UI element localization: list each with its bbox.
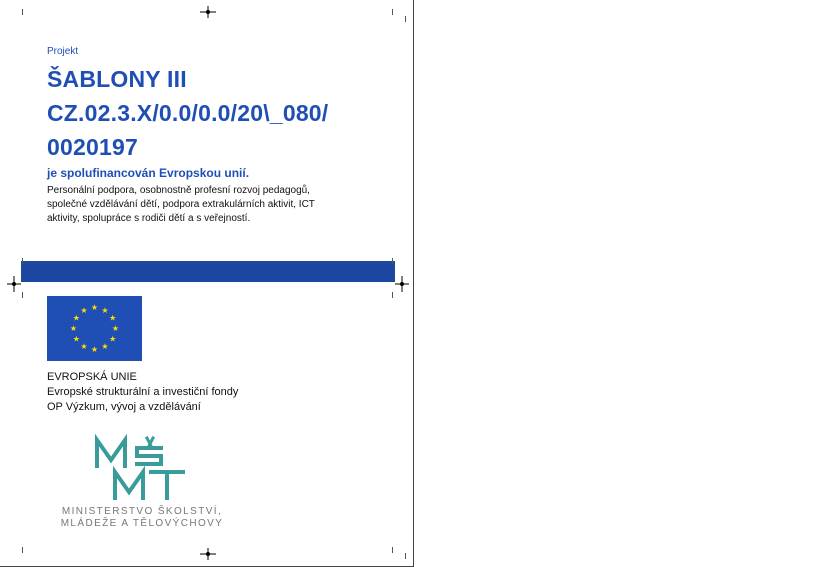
eu-star-icon: ★ (109, 313, 117, 323)
crop-tick (392, 292, 393, 298)
crop-tick (405, 553, 406, 559)
eu-star-icon: ★ (72, 334, 80, 344)
crop-mark-icon (198, 547, 218, 561)
project-title (47, 62, 387, 164)
cofinancing-statement: je spolufinancován Evropskou unií. (47, 166, 250, 180)
crop-tick (22, 547, 23, 553)
projekt-label: Projekt (47, 46, 79, 57)
eu-star-icon: ★ (111, 324, 120, 333)
eu-star-icon: ★ (90, 345, 99, 354)
crop-tick (392, 547, 393, 553)
description-line: Personální podpora, osobnostně profesní rozvoj pedagogů, (47, 185, 310, 196)
project-description (47, 184, 347, 226)
crop-tick (22, 292, 23, 298)
description-line: aktivity, spolupráce s rodiči dětí a s veřejností. (47, 213, 251, 224)
title-line: 0020197 (47, 134, 138, 160)
crop-tick (392, 9, 393, 15)
eu-star-icon: ★ (80, 305, 88, 315)
crop-tick (392, 258, 393, 264)
title-line: ŠABLONY III (47, 66, 187, 92)
crop-mark-icon (6, 275, 22, 293)
crop-tick (405, 16, 406, 22)
eu-line: EVROPSKÁ UNIE (47, 371, 137, 383)
blue-divider-bar (21, 261, 395, 282)
eu-funding-text (47, 370, 238, 415)
eu-star-icon: ★ (72, 313, 80, 323)
eu-flag-icon (47, 296, 142, 361)
msmt-name (47, 506, 237, 530)
eu-star-icon: ★ (69, 324, 78, 333)
crop-mark-icon (394, 275, 410, 293)
eu-line: OP Výzkum, vývoj a vzdělávání (47, 401, 201, 413)
msmt-line: MINISTERSTVO ŠKOLSTVÍ, (61, 506, 223, 517)
msmt-line: MLÁDEŽE A TĚLOVÝCHOVY (60, 518, 224, 529)
crop-tick (22, 9, 23, 15)
eu-star-icon: ★ (80, 342, 88, 352)
title-line: CZ.02.3.X/0.0/0.0/20\_080/ (47, 100, 329, 126)
description-line: společné vzdělávání dětí, podpora extrakulárních aktivit, ICT (47, 199, 315, 210)
eu-line: Evropské strukturální a investiční fondy (47, 386, 239, 398)
crop-mark-icon (198, 5, 218, 19)
msmt-logo (93, 434, 193, 509)
eu-star-icon: ★ (101, 342, 109, 352)
eu-star-icon: ★ (101, 305, 109, 315)
eu-star-icon: ★ (109, 334, 117, 344)
crop-tick (22, 258, 23, 264)
eu-star-icon: ★ (90, 303, 99, 312)
